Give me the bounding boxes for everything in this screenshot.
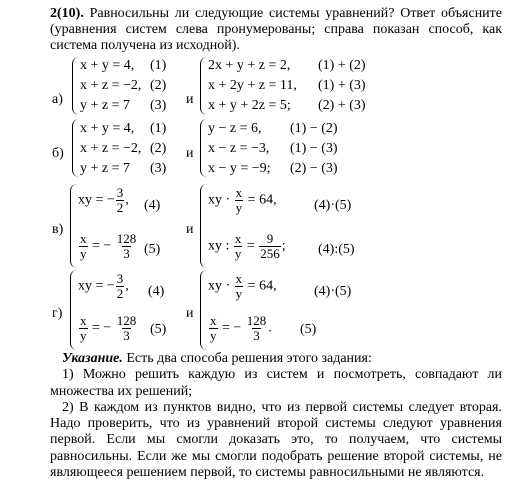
part-b-label: б) xyxy=(52,146,64,161)
part-v-left-brace xyxy=(70,184,77,268)
part-a-right-tag2: (1) + (3) xyxy=(318,78,366,93)
part-a-left-tag3: (3) xyxy=(150,98,167,113)
part-v-left-eq1: xy = − $\frac{3}{2}$ , xyxy=(78,185,129,215)
part-v-tag2: (5) xyxy=(144,242,161,257)
part-b-and: и xyxy=(186,146,194,161)
hint-intro: Указание. Есть два способа решения этого задания: xyxy=(62,351,372,366)
part-a-right-eq1: 2x + y + z = 2, xyxy=(208,58,291,73)
part-a-left-eq1: x + y = 4, xyxy=(80,58,135,73)
fraction: $\frac{3}{2}$ xyxy=(116,185,124,215)
part-g-right-eq2: $\frac{x}{y}$ = − $\frac{128}{3}$ . xyxy=(210,313,272,343)
part-b-left-eq2: x + z = −2, xyxy=(80,141,142,156)
part-g-and: и xyxy=(186,306,194,321)
part-a-left-eq2: x + z = −2, xyxy=(80,78,142,93)
task-number: 2(10). xyxy=(50,6,84,21)
part-v-right-eq2: xy : $\frac{x}{y}$ = $\frac{9}{256}$ ; xyxy=(208,231,286,261)
part-a-right-eq2: x + 2y + z = 11, xyxy=(208,78,297,93)
fraction: $\frac{128}{3}$ xyxy=(246,313,267,343)
fraction: $\frac{3}{2}$ xyxy=(116,271,124,301)
part-g-right-tag1: (4)·(5) xyxy=(314,284,352,299)
part-b-right-tag1: (1) − (2) xyxy=(290,121,338,136)
part-b-left-eq1: x + y = 4, xyxy=(80,121,135,136)
part-b-right-eq1: y − z = 6, xyxy=(208,121,262,136)
task-statement xyxy=(50,6,502,54)
part-g-left-brace xyxy=(70,270,77,350)
task-text: Равносильны ли следующие системы уравнений? Ответ объясните (уравнения систем слева пронумерованы; справа показан способ, как система получена из исходной). xyxy=(50,6,503,53)
part-b-left-tag3: (3) xyxy=(150,161,167,176)
part-b-left-tag1: (1) xyxy=(150,121,167,136)
part-g-right-tag2: (5) xyxy=(300,322,317,337)
fraction: $\frac{9}{256}$ xyxy=(260,231,280,261)
fraction: $\frac{x}{y}$ xyxy=(80,313,87,343)
part-a-right-tag1: (1) + (2) xyxy=(318,58,366,73)
part-a-right-eq3: x + y + 2z = 5; xyxy=(208,98,291,113)
part-v-right-eq1: xy · $\frac{x}{y}$ = 64, xyxy=(208,185,277,215)
part-a-left-brace xyxy=(72,57,79,115)
part-g-right-brace xyxy=(200,270,207,350)
part-a-left-tag1: (1) xyxy=(150,58,167,73)
fraction: $\frac{128}{3}$ xyxy=(116,313,137,343)
part-g-tag1: (4) xyxy=(148,284,165,299)
part-g-left-eq2: $\frac{x}{y}$ = − $\frac{128}{3}$ xyxy=(80,313,137,343)
part-a-and: и xyxy=(186,92,194,107)
fraction: $\frac{x}{y}$ xyxy=(235,185,243,215)
part-a-right-brace xyxy=(200,57,207,115)
part-a-left-tag2: (2) xyxy=(150,78,167,93)
part-b-left-brace xyxy=(72,119,79,177)
part-a-right-tag3: (2) + (3) xyxy=(318,98,366,113)
part-b-right-eq3: x − y = −9; xyxy=(208,161,271,176)
hint-title: Указание. xyxy=(62,351,123,366)
part-g-tag2: (5) xyxy=(150,322,167,337)
hint-way-2: 2) В каждом из пунктов видно, что из первой системы следует вторая. Надо проверить, что из уравнений второй системы следуют уравнения первой. Если мы смогли доказать это, то получаем, что системы равносильны. Если же мы смогли подобрать решение второй системы, не являющееся решением первой, то системы равносильными не являются. xyxy=(50,399,502,481)
fraction: $\frac{x}{y}$ xyxy=(80,231,87,261)
part-v-right-brace xyxy=(200,184,207,268)
part-v-left-eq2: $\frac{x}{y}$ = − $\frac{128}{3}$ xyxy=(80,231,137,261)
part-v-tag1: (4) xyxy=(144,198,161,213)
part-b-right-eq2: x − z = −3, xyxy=(208,141,270,156)
part-a-label: а) xyxy=(52,92,63,107)
hint-way-1: 1) Можно решить каждую из систем и посмотреть, совпадают ли множества их решений; xyxy=(50,367,502,399)
hint-block xyxy=(50,351,502,481)
fraction: $\frac{128}{3}$ xyxy=(116,231,137,261)
part-v-label: в) xyxy=(52,222,64,237)
part-b-right-brace xyxy=(200,119,207,177)
fraction: $\frac{x}{y}$ xyxy=(235,271,243,301)
part-g-left-eq1: xy = − $\frac{3}{2}$ , xyxy=(78,271,129,301)
part-g-right-eq1: xy · $\frac{x}{y}$ = 64, xyxy=(208,271,277,301)
part-v-right-tag1: (4)·(5) xyxy=(314,198,352,213)
part-v-right-tag2: (4):(5) xyxy=(318,242,355,257)
part-b-left-eq3: y + z = 7 xyxy=(80,161,131,176)
part-g-label: г) xyxy=(52,306,63,321)
part-v-and: и xyxy=(186,222,194,237)
part-b-left-tag2: (2) xyxy=(150,141,167,156)
part-b-right-tag3: (2) − (3) xyxy=(290,161,338,176)
part-a-left-eq3: y + z = 7 xyxy=(80,98,131,113)
fraction: $\frac{x}{y}$ xyxy=(234,231,242,261)
part-b-right-tag2: (1) − (3) xyxy=(290,141,338,156)
fraction: $\frac{x}{y}$ xyxy=(210,313,217,343)
